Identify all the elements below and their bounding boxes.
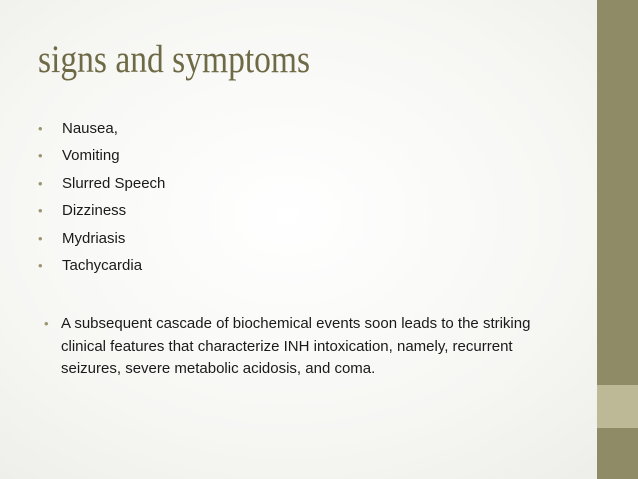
list-item bbox=[38, 225, 165, 252]
slide-title: signs and symptoms bbox=[38, 38, 311, 81]
bullet-icon: • bbox=[38, 175, 43, 191]
symptom-list bbox=[38, 115, 165, 279]
list-item bbox=[38, 197, 165, 224]
bullet-icon: • bbox=[44, 316, 49, 331]
description-text: A subsequent cascade of biochemical events soon leads to the striking clinical features that characterize INH intoxication, namely, recurrent seizures, severe metabolic acidosis, and coma. bbox=[61, 315, 531, 377]
description-bullet bbox=[44, 313, 564, 381]
bullet-icon: • bbox=[38, 121, 43, 136]
accent-sidebar-block bbox=[597, 385, 638, 428]
list-item-text: Tachycardia bbox=[62, 256, 143, 274]
list-item-text: Nausea, bbox=[62, 120, 118, 137]
list-item-text: Slurred Speech bbox=[62, 174, 166, 192]
list-item bbox=[38, 252, 165, 279]
bullet-icon: • bbox=[38, 203, 43, 219]
bullet-icon: • bbox=[38, 257, 43, 273]
list-item bbox=[38, 170, 165, 197]
list-item-text: Dizziness bbox=[62, 202, 127, 220]
list-item-text: Vomiting bbox=[62, 147, 120, 165]
bullet-icon: • bbox=[38, 230, 43, 246]
list-item bbox=[38, 115, 165, 142]
list-item bbox=[38, 142, 165, 169]
bullet-icon: • bbox=[38, 148, 43, 164]
list-item-text: Mydriasis bbox=[62, 229, 126, 247]
